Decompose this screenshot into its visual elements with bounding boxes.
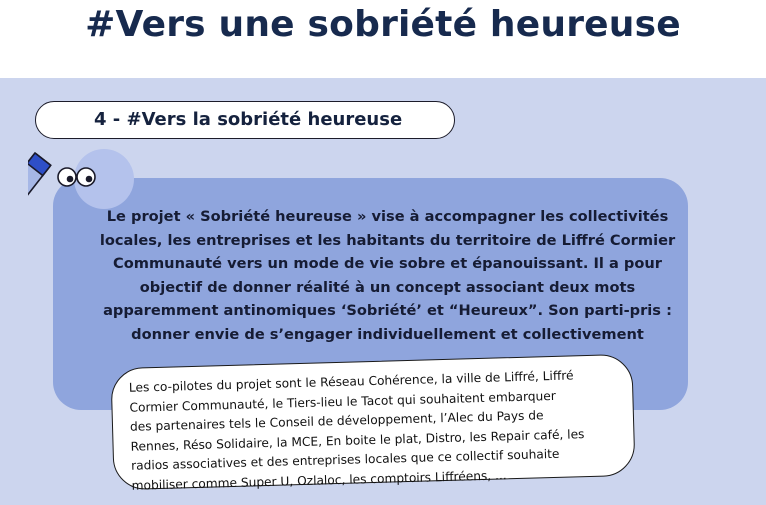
bubble-line: Cormier Communauté, le Tiers-lieu le Tacot qui souhaitent embarquer xyxy=(129,388,556,415)
main-line: locales, les entreprises et les habitants du territoire de Liffré Cormier xyxy=(99,231,676,249)
bubble-line: mobiliser comme Super U, Ozlaloc, les comptoirs Liffréens, ... xyxy=(131,467,507,493)
page-title: #Vers une sobriété heureuse xyxy=(85,4,681,45)
section-label-pill xyxy=(35,101,455,139)
main-line: apparemment antinomiques ‘Sobriété’ et “Heureux”. Son parti-pris : xyxy=(103,302,672,319)
bubble-line: Les co-pilotes du projet sont le Réseau Cohérence, la ville de Liffré, Liffré xyxy=(128,368,574,395)
main-description xyxy=(95,205,680,346)
partners-speech-bubble xyxy=(110,354,635,491)
section-label: 4 - #Vers la sobriété heureuse xyxy=(94,109,403,130)
partners-text xyxy=(129,365,622,496)
bubble-line: des partenaires tels le Conseil de développement, l’Alec du Pays de xyxy=(129,408,544,434)
main-line: Communauté vers un mode de vie sobre et épanouissant. Il a pour xyxy=(113,255,662,272)
main-line: Le projet « Sobriété heureuse » vise à accompagner les collectivités xyxy=(106,208,669,225)
main-line: donner envie de s’engager individuellement et collectivement xyxy=(131,325,644,343)
bubble-line: Rennes, Réso Solidaire, la MCE, En boite le plat, Distro, les Repair café, les xyxy=(130,426,585,454)
main-line: objectif de donner réalité à un concept associant deux mots xyxy=(139,278,636,296)
bubble-line: radios associatives et des entreprises locales que ce collectif souhaite xyxy=(130,446,560,473)
mascot-left-eye xyxy=(58,168,76,186)
mascot-right-eye xyxy=(77,168,95,186)
